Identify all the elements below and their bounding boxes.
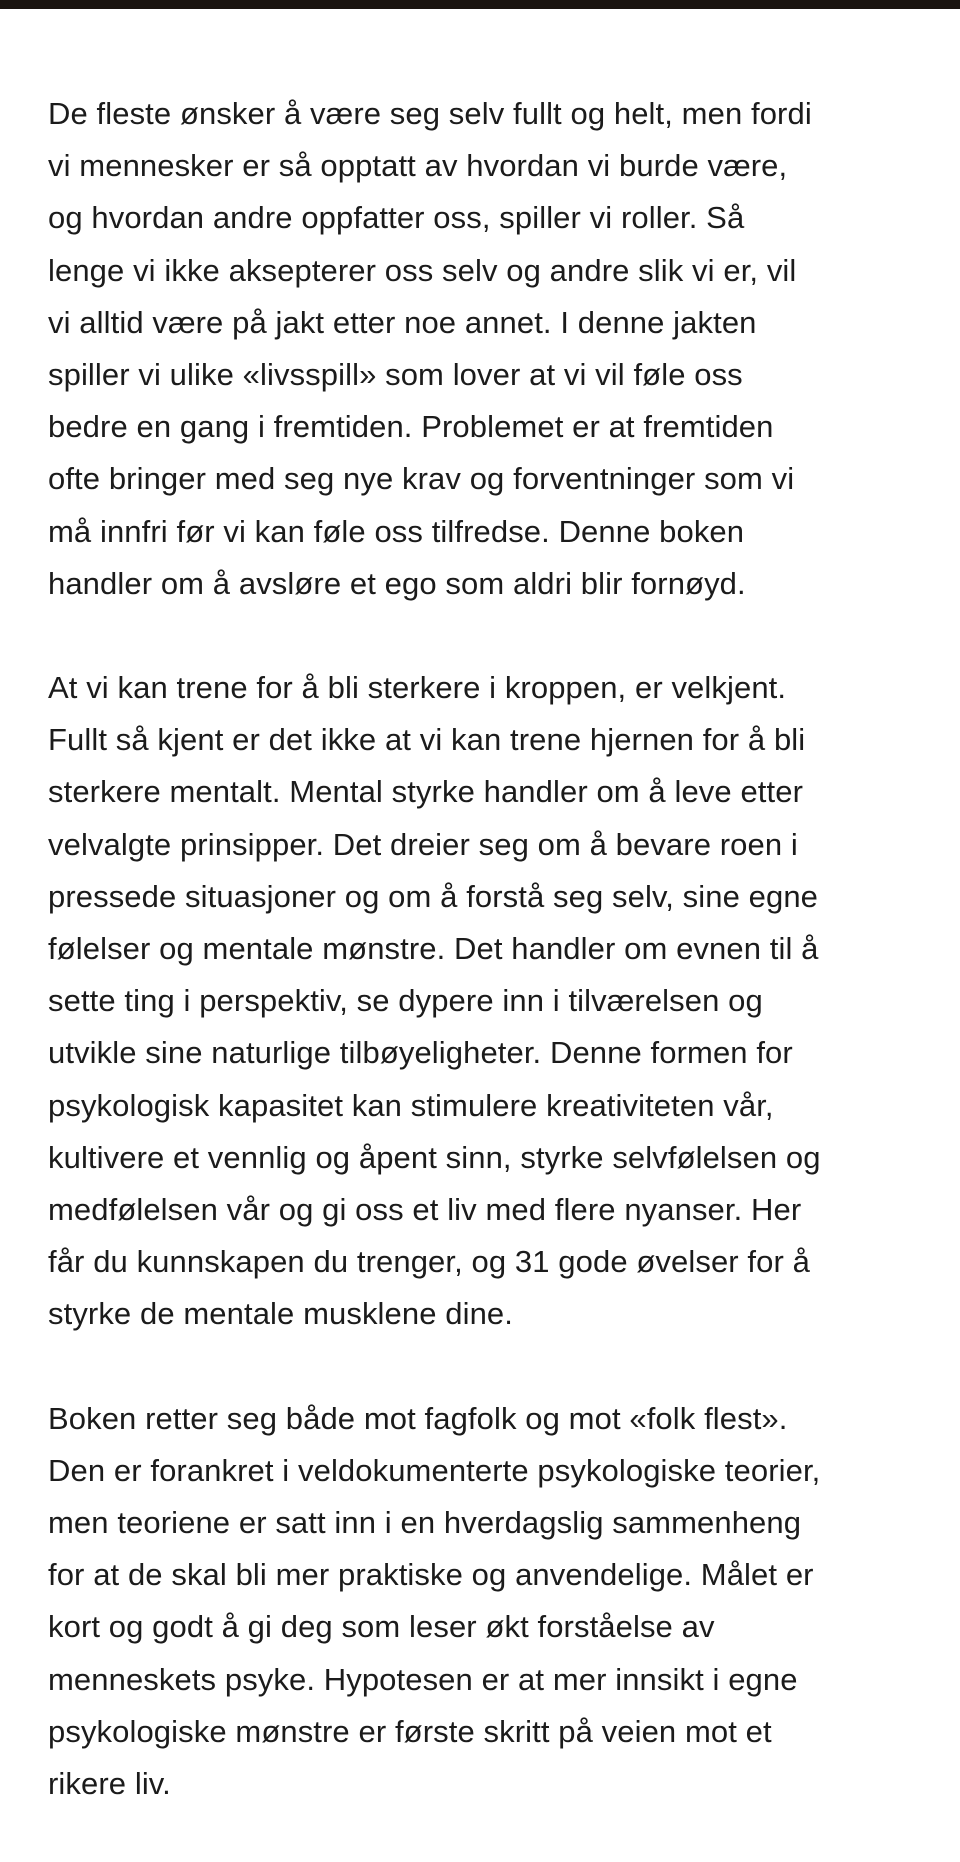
text-line: pressede situasjoner og om å forstå seg selv, sine egne (48, 878, 819, 914)
text-line: psykologiske mønstre er første skritt på veien mot et (48, 1713, 772, 1749)
text-line: sette ting i perspektiv, se dypere inn i tilværelsen og (48, 983, 763, 1019)
paragraph-3 (48, 1393, 928, 1811)
top-status-bar (0, 0, 960, 9)
text-line: styrke de mentale musklene dine. (48, 1296, 513, 1332)
text-line: psykologisk kapasitet kan stimulere kreativiteten vår, (48, 1087, 774, 1123)
article-body (48, 88, 928, 1862)
text-line: rikere liv. (48, 1766, 171, 1802)
text-line: bedre en gang i fremtiden. Problemet er at fremtiden (48, 409, 774, 445)
text-line: for at de skal bli mer praktiske og anvendelige. Målet er (48, 1557, 814, 1593)
text-line: vi alltid være på jakt etter noe annet. I denne jakten (48, 304, 757, 340)
paragraph-2 (48, 662, 928, 1341)
text-line: medfølelsen vår og gi oss et liv med flere nyanser. Her (48, 1192, 802, 1228)
text-line: følelser og mentale mønstre. Det handler om evnen til å (48, 931, 819, 967)
text-line: kultivere et vennlig og åpent sinn, styrke selvfølelsen og (48, 1139, 821, 1175)
text-line: og hvordan andre oppfatter oss, spiller vi roller. Så (48, 200, 745, 236)
text-line: utvikle sine naturlige tilbøyeligheter. Denne formen for (48, 1035, 793, 1071)
text-line: At vi kan trene for å bli sterkere i kroppen, er velkjent. (48, 670, 787, 706)
text-line: får du kunnskapen du trenger, og 31 gode øvelser for å (48, 1244, 810, 1280)
text-line: vi mennesker er så opptatt av hvordan vi burde være, (48, 148, 788, 184)
text-line: men teoriene er satt inn i en hverdagslig sammenheng (48, 1505, 802, 1541)
text-line: lenge vi ikke aksepterer oss selv og andre slik vi er, vil (48, 252, 797, 288)
text-line: Den er forankret i veldokumenterte psykologiske teorier, (48, 1452, 821, 1488)
text-line: Fullt så kjent er det ikke at vi kan trene hjernen for å bli (48, 722, 806, 758)
text-line: handler om å avsløre et ego som aldri blir fornøyd. (48, 565, 746, 601)
text-line: sterkere mentalt. Mental styrke handler om å leve etter (48, 774, 803, 810)
paragraph-1 (48, 88, 928, 610)
text-line: menneskets psyke. Hypotesen er at mer innsikt i egne (48, 1661, 798, 1697)
text-line: velvalgte prinsipper. Det dreier seg om å bevare roen i (48, 826, 798, 862)
text-line: De fleste ønsker å være seg selv fullt og helt, men fordi (48, 96, 812, 131)
text-line: kort og godt å gi deg som leser økt forståelse av (48, 1609, 715, 1645)
text-line: ofte bringer med seg nye krav og forventninger som vi (48, 461, 795, 497)
text-line: spiller vi ulike «livsspill» som lover at vi vil føle oss (48, 357, 743, 393)
text-line: Boken retter seg både mot fagfolk og mot «folk flest». (48, 1400, 788, 1436)
text-line: må innfri før vi kan føle oss tilfredse. Denne boken (48, 513, 745, 549)
